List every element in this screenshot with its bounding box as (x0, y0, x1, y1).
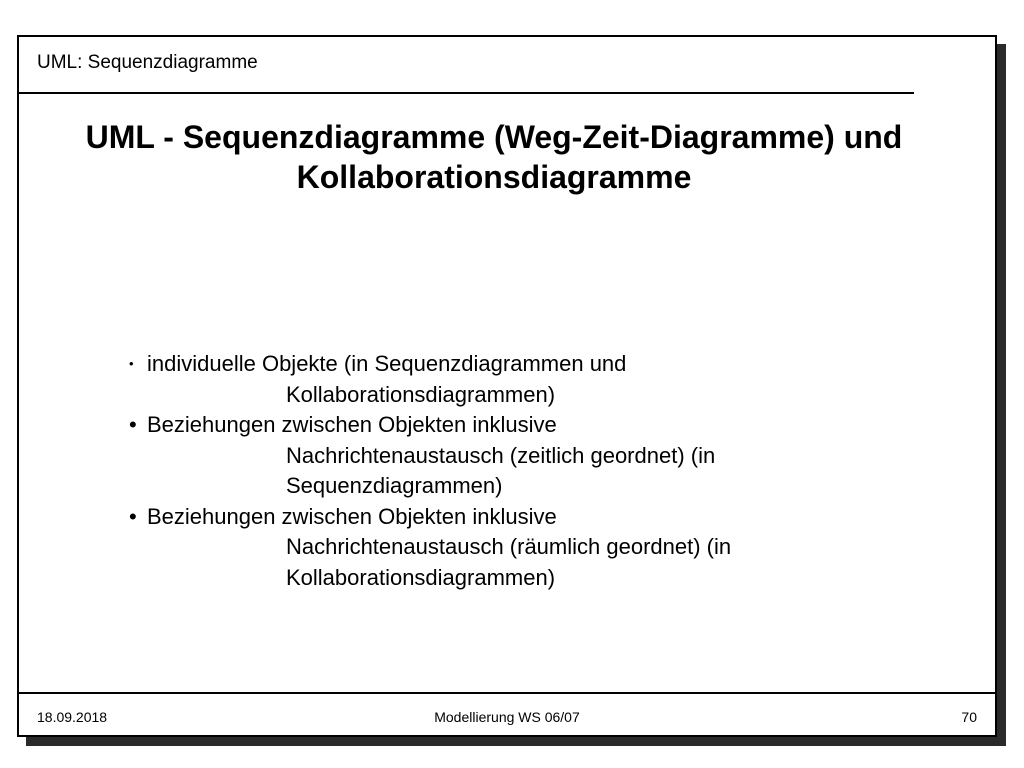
list-item-line: Kollaborationsdiagrammen) (286, 381, 556, 407)
list-item-line: Kollaborationsdiagrammen) (286, 564, 556, 590)
slide-title-line-1: UML - Sequenzdiagramme (Weg-Zeit-Diagramme) und (85, 119, 903, 155)
bullet-icon: • (129, 412, 137, 437)
footer-course-title: Modellierung WS 06/07 (434, 709, 580, 725)
slide-header: UML: Sequenzdiagramme (37, 52, 258, 73)
footer-date: 18.09.2018 (37, 709, 108, 725)
list-item (129, 349, 829, 410)
list-item-line: Nachrichtenaustausch (räumlich geordnet) (in (286, 534, 732, 559)
bullet-icon: • (129, 356, 134, 371)
list-item-line: Beziehungen zwischen Objekten inklusive (147, 503, 557, 529)
footer-divider (19, 692, 995, 694)
bullet-list (129, 349, 829, 593)
list-item (129, 410, 829, 502)
list-item-line: Sequenzdiagrammen) (286, 473, 503, 498)
slide (17, 35, 997, 737)
bullet-icon: • (129, 503, 137, 529)
slide-footer (19, 708, 995, 726)
list-item-text (147, 410, 715, 502)
list-item-line: Nachrichtenaustausch (zeitlich geordnet) (in (286, 442, 716, 468)
list-item (129, 502, 829, 594)
list-item-text (147, 349, 626, 410)
list-item-line: individuelle Objekte (in Sequenzdiagrammen und (147, 351, 627, 376)
list-item-text (147, 502, 731, 594)
page-number: 70 (961, 709, 977, 725)
header-divider (19, 92, 914, 94)
slide-title (19, 117, 969, 197)
list-item-line: Beziehungen zwischen Objekten inklusive (147, 412, 557, 437)
slide-title-line-2: Kollaborationsdiagramme (296, 159, 692, 195)
